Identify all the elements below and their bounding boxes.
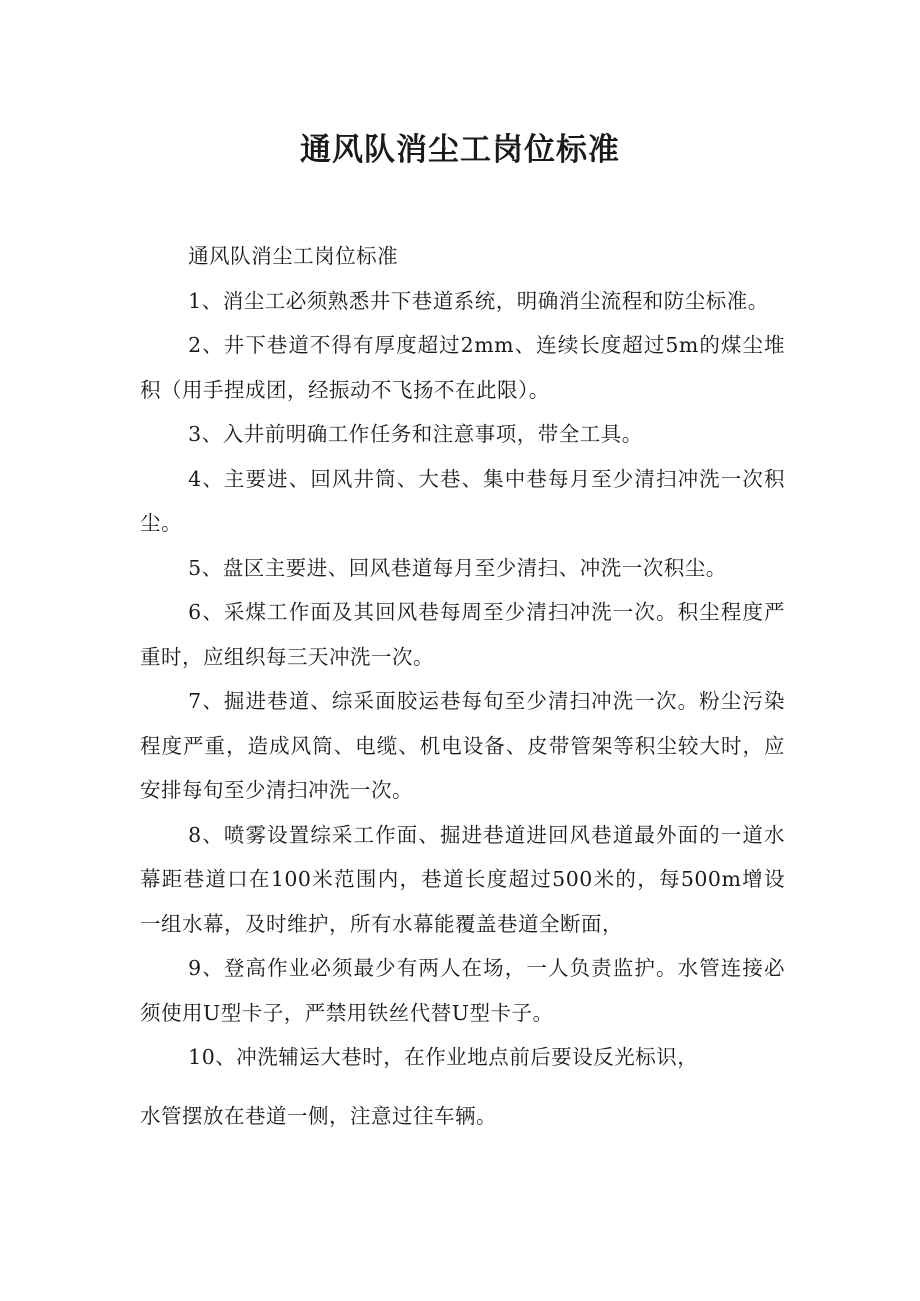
paragraph-6: 6、采煤工作面及其回风巷每周至少清扫冲洗一次。积尘程度严重时，应组织每三天冲洗一次。 [140,600,785,669]
paragraph-2: 2、井下巷道不得有厚度超过2mm、连续长度超过5m的煤尘堆积（用手捏成团，经振动不飞扬不在此限）。 [140,333,785,402]
paragraph-9: 9、登高作业必须最少有两人在场，一人负责监护。水管连接必须使用U型卡子，严禁用铁丝代替U型卡子。 [140,956,785,1025]
paragraph-1: 1、消尘工必须熟悉井下巷道系统，明确消尘流程和防尘标准。 [188,288,769,313]
paragraph-3: 3、入井前明确工作任务和注意事项，带全工具。 [188,422,643,446]
document-body [140,234,785,1138]
paragraph-10-tail: 水管摆放在巷道一侧，注意过往车辆。 [140,1103,497,1128]
document-title: 通风队消尘工岗位标准 [300,132,620,168]
paragraph-8: 8、喷雾设置综采工作面、掘进巷道进回风巷道最外面的一道水幕距巷道口在100米范围内，巷道长度超过500米的，每500m增设一组水幕，及时维护，所有水幕能覆盖巷道全断面， [140,822,785,936]
paragraph-4: 4、主要进、回风井筒、大巷、集中巷每月至少清扫冲洗一次积尘。 [140,466,785,535]
paragraph-7: 7、掘进巷道、综采面胶运巷每旬至少清扫冲洗一次。粉尘污染程度严重，造成风筒、电缆、机电设备、皮带管架等积尘较大时，应安排每旬至少清扫冲洗一次。 [140,689,785,802]
paragraph-10-lead: 10、冲洗辅运大巷时，在作业地点前后要设反光标识， [188,1045,699,1069]
document-subheading: 通风队消尘工岗位标准 [188,244,399,268]
paragraph-5: 5、盘区主要进、回风巷道每月至少清扫、冲洗一次积尘。 [188,555,727,580]
